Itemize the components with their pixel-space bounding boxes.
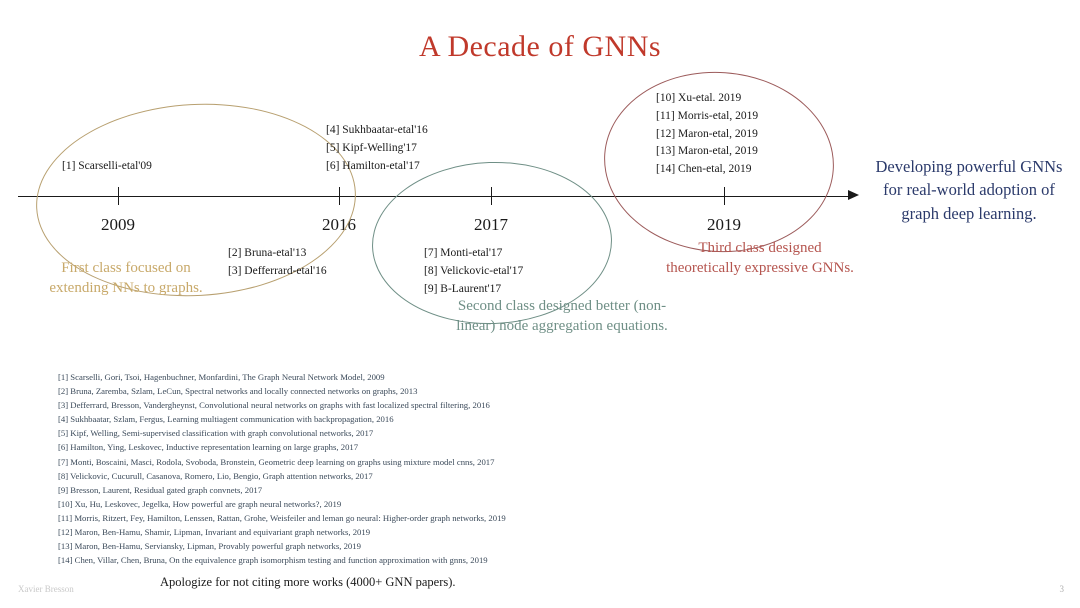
- timeline-year-2009: 2009: [101, 215, 135, 234]
- reference-list: [58, 370, 1058, 567]
- citation-entry: [2] Bruna-etal'13: [228, 247, 307, 259]
- reference-item: [13] Maron, Ben-Hamu, Serviansky, Lipman, Provably powerful graph networks, 2019: [58, 541, 361, 552]
- reference-item: [8] Velickovic, Cucurull, Casanova, Romero, Lio, Bengio, Graph attention networks, 2017: [58, 470, 373, 481]
- timeline-arrow-icon: [848, 190, 859, 200]
- author-name: Xavier Bresson: [18, 584, 74, 594]
- citation-entry: [8] Velickovic-etal'17: [424, 264, 524, 277]
- reference-item: [4] Sukhbaatar, Szlam, Fergus, Learning multiagent communication with backpropagation, 2016: [58, 414, 394, 425]
- timeline-year-2019: 2019: [707, 215, 741, 234]
- annotation-third-class: Third class designed theoretically expressive GNNs.: [666, 240, 854, 277]
- reference-item: [12] Maron, Ben-Hamu, Shamir, Lipman, Invariant and equivariant graph networks, 2019: [58, 527, 371, 538]
- citation-cluster-2017: [424, 245, 523, 298]
- footnote-text: Apologize for not citing more works (4000+ GNN papers).: [160, 575, 456, 589]
- citation-cluster-2019: [656, 90, 758, 179]
- timeline-year-2016: 2016: [322, 215, 356, 234]
- page-number: 3: [1059, 584, 1064, 594]
- reference-item: [7] Monti, Boscaini, Masci, Rodola, Svoboda, Bronstein, Geometric deep learning on graphs using mixture model cnns, 2017: [58, 456, 495, 467]
- citation-entry: [7] Monti-etal'17: [424, 247, 503, 259]
- reference-item: [6] Hamilton, Ying, Leskovec, Inductive representation learning on large graphs, 2017: [58, 442, 359, 453]
- page-title: A Decade of GNNs: [418, 30, 662, 63]
- reference-item: [1] Scarselli, Gori, Tsoi, Hagenbuchner, Monfardini, The Graph Neural Network Model, 2009: [58, 372, 385, 382]
- reference-item: [5] Kipf, Welling, Semi-supervised classification with graph convolutional networks, 2017: [58, 428, 374, 439]
- citation-cluster-2016-upper: [326, 122, 428, 175]
- reference-item: [2] Bruna, Zaremba, Szlam, LeCun, Spectral networks and locally connected networks on graphs, 2013: [58, 386, 418, 397]
- citation-entry: [10] Xu-etal. 2019: [656, 92, 742, 104]
- citation-entry: [11] Morris-etal, 2019: [656, 109, 759, 122]
- reference-item: [11] Morris, Ritzert, Fey, Hamilton, Lenssen, Rattan, Grohe, Weisfeiler and leman go neural: Higher-order graph networks, 2019: [58, 512, 506, 523]
- citation-entry: [3] Defferrard-etal'16: [228, 264, 327, 277]
- citation-entry: [5] Kipf-Welling'17: [326, 141, 417, 154]
- citation-cluster-2009: [62, 158, 152, 176]
- reference-item: [3] Defferrard, Bresson, Vandergheynst, Convolutional neural networks on graphs with fast localized spectral filtering, 2016: [58, 400, 490, 411]
- annotation-first-class: First class focused on extending NNs to graphs.: [49, 260, 203, 297]
- citation-entry: [4] Sukhbaatar-etal'16: [326, 124, 428, 136]
- citation-cluster-2016-lower: [228, 245, 327, 281]
- citation-entry: [6] Hamilton-etal'17: [326, 159, 420, 172]
- reference-item: [10] Xu, Hu, Leskovec, Jegelka, How powerful are graph neural networks?, 2019: [58, 498, 342, 509]
- side-note-text: Developing powerful GNNs for real-world adoption of graph deep learning.: [875, 157, 1063, 223]
- timeline-year-2017: 2017: [474, 215, 508, 234]
- citation-entry: [1] Scarselli-etal'09: [62, 160, 152, 172]
- citation-entry: [13] Maron-etal, 2019: [656, 145, 758, 158]
- citation-entry: [12] Maron-etal, 2019: [656, 127, 758, 140]
- annotation-second-class: Second class designed better (non-linear) node aggregation equations.: [456, 298, 668, 335]
- reference-item: [9] Bresson, Laurent, Residual gated graph convnets, 2017: [58, 484, 263, 495]
- citation-entry: [14] Chen-etal, 2019: [656, 163, 752, 176]
- reference-item: [14] Chen, Villar, Chen, Bruna, On the equivalence graph isomorphism testing and function approximation with gnns, 2019: [58, 555, 488, 566]
- citation-entry: [9] B-Laurent'17: [424, 282, 502, 295]
